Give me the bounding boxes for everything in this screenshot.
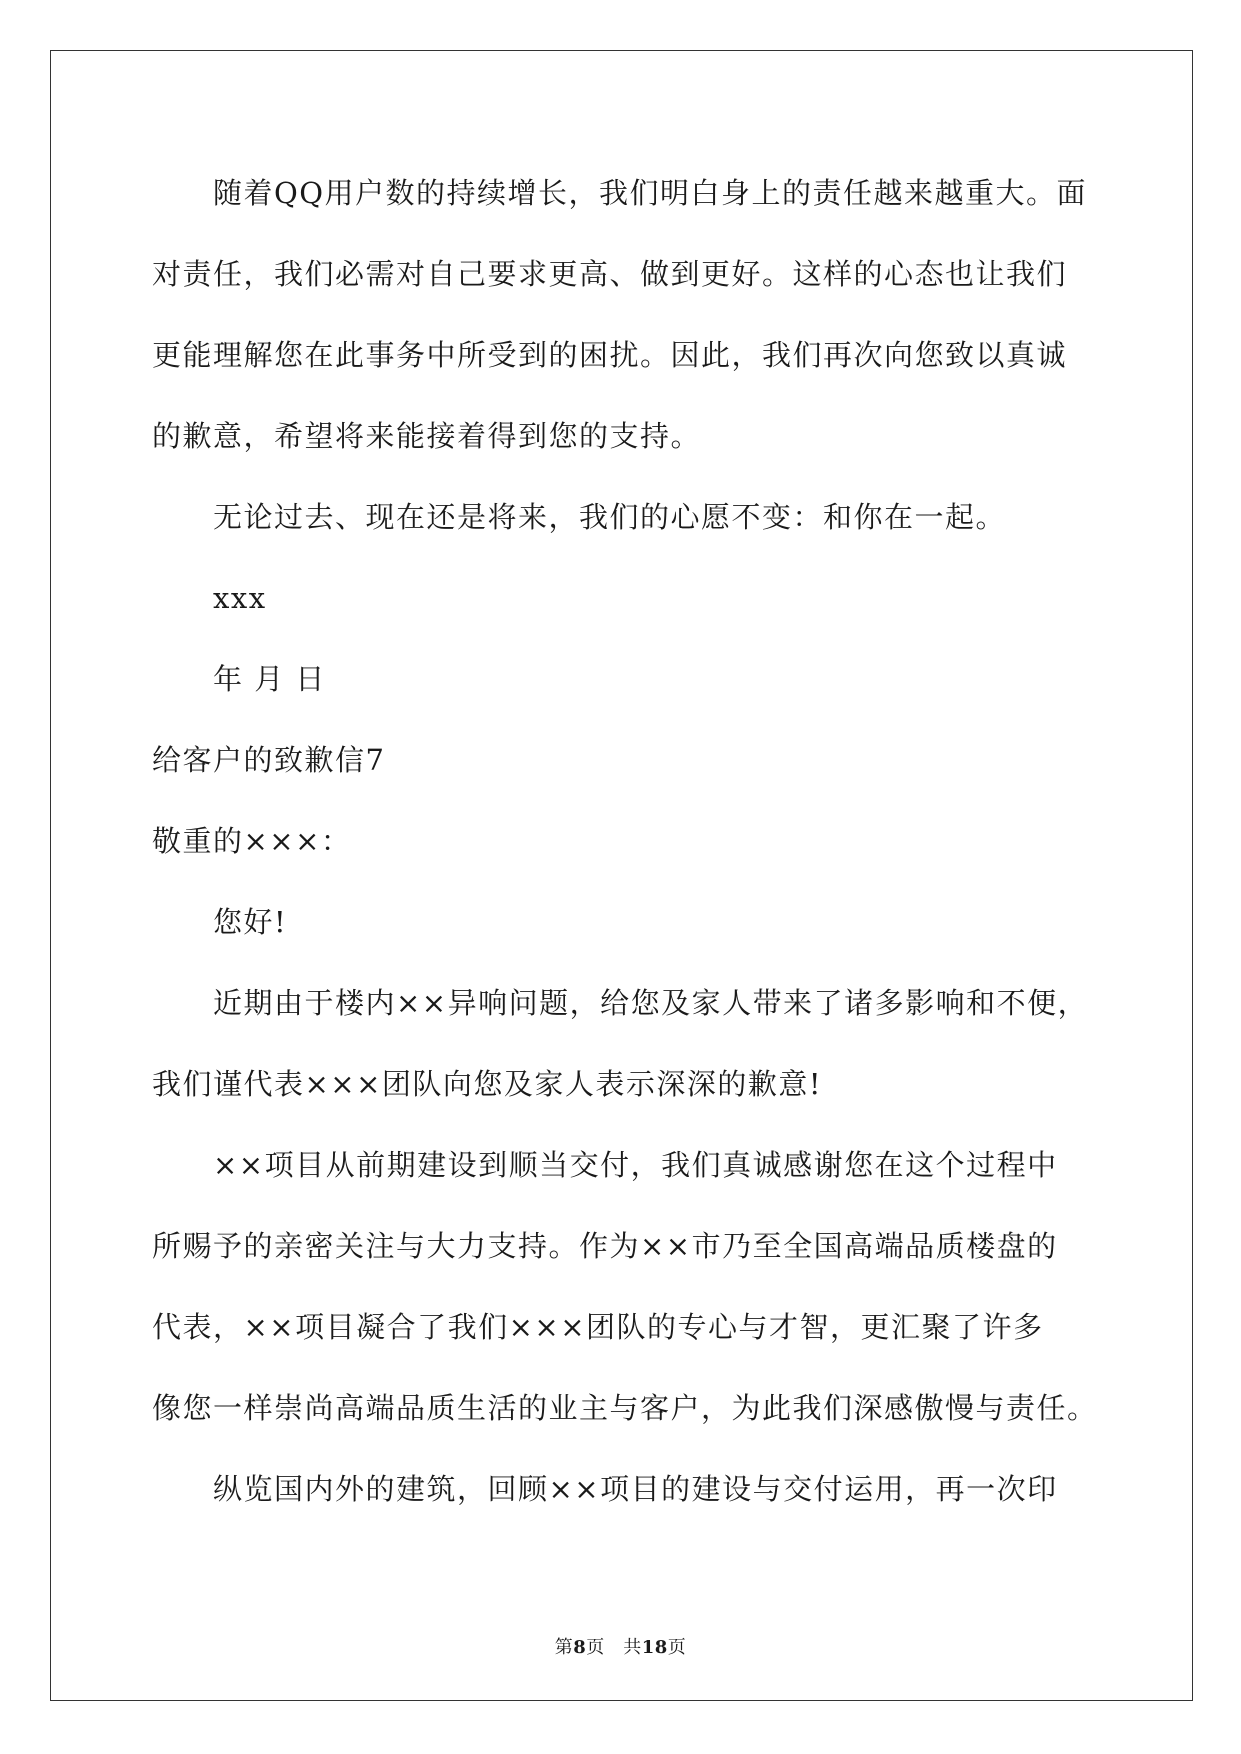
footer-middle: 页 共 [586, 1637, 642, 1658]
paragraph-line: 我们谨代表×××团队向您及家人表示深深的歉意! [152, 1067, 823, 1101]
signature-date: 年 月 日 [213, 662, 326, 696]
paragraph-line: 对责任，我们必需对自己要求更高、做到更好。这样的心态也让我们 [152, 257, 1068, 291]
paragraph-line: 近期由于楼内××异响问题，给您及家人带来了诸多影响和不便， [213, 986, 1089, 1020]
paragraph-line: 所赐予的亲密关注与大力支持。作为××市乃至全国高端品质楼盘的 [152, 1229, 1058, 1263]
greeting: 您好! [213, 905, 288, 939]
paragraph-line: 的歉意，希望将来能接着得到您的支持。 [152, 419, 702, 453]
footer-suffix: 页 [667, 1637, 687, 1658]
paragraph-line: 更能理解您在此事务中所受到的困扰。因此，我们再次向您致以真诚 [152, 338, 1068, 372]
page-footer [0, 1636, 1241, 1660]
paragraph-line: 无论过去、现在还是将来，我们的心愿不变：和你在一起。 [213, 500, 1007, 534]
salutation: 敬重的×××： [152, 824, 352, 858]
paragraph-line: 代表，××项目凝合了我们×××团队的专心与才智，更汇聚了许多 [152, 1310, 1044, 1344]
footer-prefix: 第 [554, 1637, 574, 1658]
paragraph-line: 随着QQ用户数的持续增长，我们明白身上的责任越来越重大。面 [213, 176, 1088, 210]
footer-page-number: 8 [573, 1637, 587, 1658]
paragraph-line: 像您一样崇尚高端品质生活的业主与客户，为此我们深感傲慢与责任。 [152, 1391, 1098, 1425]
paragraph-line: 纵览国内外的建筑，回顾××项目的建设与交付运用，再一次印 [213, 1472, 1058, 1506]
page-border [50, 50, 1193, 1701]
paragraph-line: ××项目从前期建设到顺当交付，我们真诚感谢您在这个过程中 [213, 1148, 1058, 1182]
signature-name: xxx [213, 581, 267, 615]
section-title: 给客户的致歉信7 [152, 743, 386, 777]
footer-total-pages: 18 [641, 1637, 668, 1658]
